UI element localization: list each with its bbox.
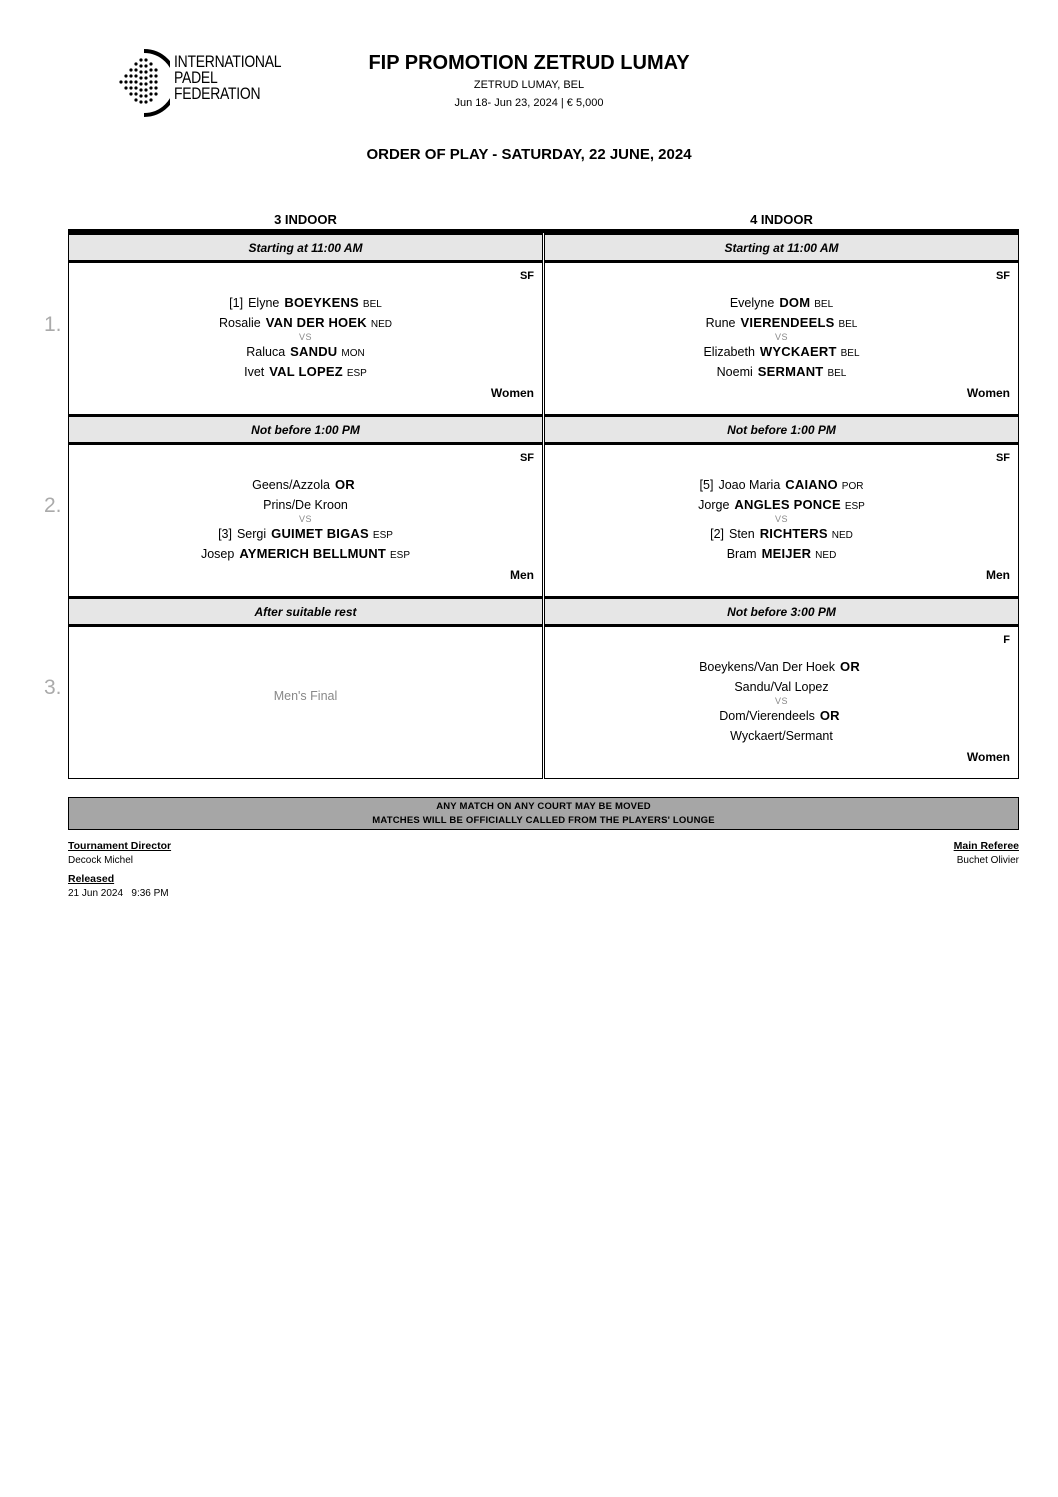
vs-label: VS [774,514,788,524]
player-line: Rune VIERENDEELS BEL [705,315,858,330]
match-card [544,261,1019,415]
player-line: Ivet VAL LOPEZ ESP [244,364,367,379]
player-line: [2] Sten RICHTERS NED [710,526,853,541]
category-label: Men [986,568,1010,582]
slot-time: Not before 1:00 PM [68,415,543,443]
released-info: Released 21 Jun 2024 9:36 PM [68,873,169,899]
player-line: Dom/Vierendeels OR [719,708,840,723]
player-line: [5] Joao Maria CAIANO POR [699,477,864,492]
player-line: Boeykens/Van Der Hoek OR [699,659,860,674]
tournament-director: Tournament Director Decock Michel [68,840,172,866]
round-label: F [1003,634,1010,646]
logo-text: INTERNATIONAL PADEL FEDERATION [174,52,282,103]
main-referee: Main Referee Buchet Olivier [953,840,1019,866]
match-card [68,261,543,415]
player-line: Jorge ANGLES PONCE ESP [698,497,865,512]
player-line: Josep AYMERICH BELLMUNT ESP [200,546,411,561]
tournament-title: FIP PROMOTION ZETRUD LUMAY [368,52,690,74]
category-label: Women [966,750,1010,764]
court-header-3-indoor: 3 INDOOR [274,212,337,227]
player-line: Geens/Azzola OR [252,477,355,492]
round-label: SF [519,452,534,464]
slot-time: Starting at 11:00 AM [68,233,543,261]
player-line: Elizabeth WYCKAERT BEL [703,344,860,359]
category-label: Women [490,386,534,400]
player-line: Sandu/Val Lopez [734,680,829,694]
round-label: SF [995,452,1010,464]
tournament-dates: Jun 18- Jun 23, 2024 | € 5,000 [454,97,604,109]
tbd-match-label: Men's Final [273,689,338,703]
category-label: Women [966,386,1010,400]
slot-time: After suitable rest [68,597,543,625]
court-header-4-indoor: 4 INDOOR [750,212,813,227]
match-card [544,625,1019,779]
round-label: SF [519,270,534,282]
player-line: [3] Sergi GUIMET BIGAS ESP [218,526,393,541]
row-number-2: 2. [44,494,62,517]
match-card [544,443,1019,597]
slot-time: Not before 1:00 PM [544,415,1019,443]
order-of-play-title: ORDER OF PLAY - SATURDAY, 22 JUNE, 2024 [366,146,692,163]
player-line: Evelyne DOM BEL [729,295,834,310]
notice-banner: ANY MATCH ON ANY COURT MAY BE MOVED MATCHES WILL BE OFFICIALLY CALLED FROM THE PLAYERS' LOUNGE [68,797,1019,830]
player-line: Bram MEIJER NED [726,546,837,561]
row-number-1: 1. [44,313,62,336]
player-line: [1] Elyne BOEYKENS BEL [229,295,382,310]
slot-time: Not before 3:00 PM [544,597,1019,625]
player-line: Wyckaert/Sermant [730,729,833,743]
round-label: SF [995,270,1010,282]
vs-label: VS [298,332,312,342]
player-line: Noemi SERMANT BEL [716,364,847,379]
match-card [68,443,543,597]
row-number-3: 3. [44,676,62,699]
vs-label: VS [774,332,788,342]
tournament-location: ZETRUD LUMAY, BEL [473,79,585,91]
player-line: Rosalie VAN DER HOEK NED [219,315,392,330]
player-line: Raluca SANDU MON [246,344,365,359]
slot-time: Starting at 11:00 AM [544,233,1019,261]
category-label: Men [510,568,534,582]
vs-label: VS [298,514,312,524]
match-card [68,625,543,779]
player-line: Prins/De Kroon [263,498,348,512]
vs-label: VS [774,696,788,706]
